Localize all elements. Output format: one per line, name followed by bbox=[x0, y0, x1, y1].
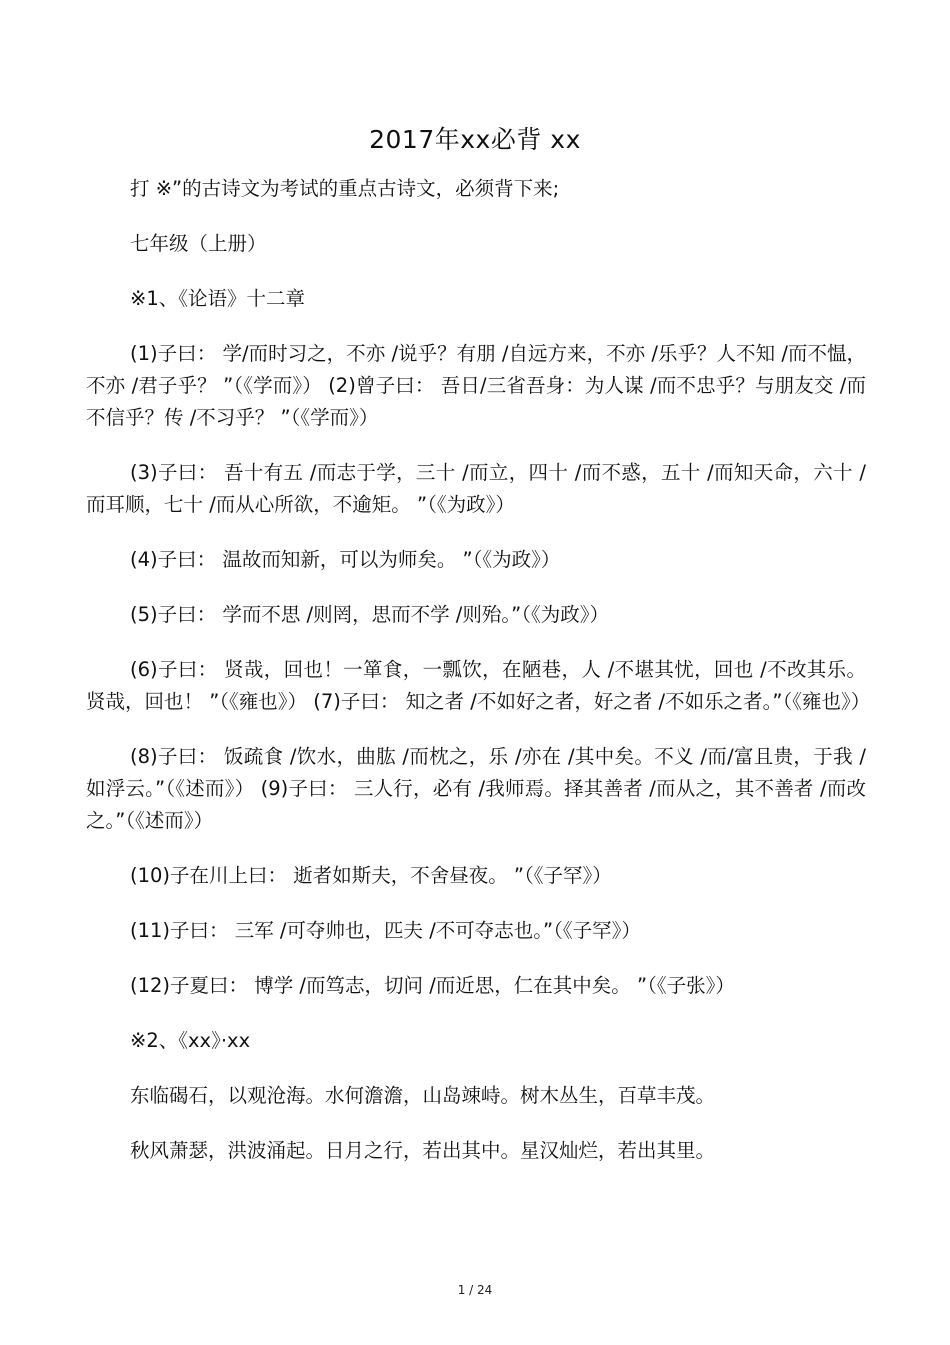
lunyu-paragraph-10: (10)子在川上曰： 逝者如斯夫，不舍昼夜。 ”（《子罕》） bbox=[130, 864, 612, 887]
lunyu-paragraph-8-9: (8)子曰： 饭疏食 /饮水，曲肱 /而枕之，乐 /亦在 /其中矣。不义 /而/富且贵，于我 /如浮云。”（《述而》） (9)子曰： 三人行，必有 /我师焉。择其善者 /而从之，其不善者 /而改之。”（《述而》） bbox=[86, 745, 866, 832]
lunyu-paragraph-11: (11)子曰： 三军 /可夺帅也，匹夫 /不可夺志也。”（《子罕》） bbox=[130, 919, 641, 942]
section-heading-poem: ※2、《xx》·xx bbox=[130, 1029, 251, 1052]
section-heading-lunyu: ※1、《论语》十二章 bbox=[130, 287, 305, 310]
poem-line-1: 东临碣石，以观沧海。水何澹澹，山岛竦峙。树木丛生，百草丰茂。 bbox=[130, 1084, 716, 1107]
document-title: 2017年xx必背 xx bbox=[369, 125, 581, 154]
lunyu-paragraph-12: (12)子夏曰： 博学 /而笃志，切问 /而近思，仁在其中矣。 ”（《子张》） bbox=[130, 974, 735, 997]
lunyu-paragraph-1-2: (1)子曰： 学/而时习之，不亦 /说乎？有朋 /自远方来，不亦 /乐乎？人不知 /而不愠，不亦 /君子乎？ ”（《学而》） (2)曾子曰： 吾日/三省吾身：为人谋 /而不忠乎？与朋友交 /而不信乎？传 /不习乎？ ”（《学而》） bbox=[86, 342, 866, 429]
poem-line-2: 秋风萧瑟，洪波涌起。日月之行，若出其中。星汉灿烂，若出其里。 bbox=[130, 1139, 716, 1162]
lunyu-paragraph-6-7: (6)子曰： 贤哉，回也！一箪食，一瓢饮，在陋巷，人 /不堪其忧，回也 /不改其乐。贤哉，回也！ ”（《雍也》） (7)子曰： 知之者 /不如好之者，好之者 /不如乐之者。”（《雍也》） bbox=[86, 658, 871, 713]
grade-heading: 七年级（上册） bbox=[130, 232, 267, 255]
lunyu-paragraph-4: (4)子曰： 温故而知新，可以为师矣。 ”（《为政》） bbox=[130, 548, 561, 571]
document-body bbox=[86, 173, 871, 1190]
page-number: 1 / 24 bbox=[457, 1283, 493, 1297]
intro-note: 打 ※”的古诗文为考试的重点古诗文，必须背下来; bbox=[130, 177, 560, 200]
lunyu-paragraph-3: (3)子曰： 吾十有五 /而志于学，三十 /而立，四十 /而不惑，五十 /而知天命，六十 /而耳顺，七十 /而从心所欲，不逾矩。 ”（《为政》） bbox=[86, 461, 866, 516]
lunyu-paragraph-5: (5)子曰： 学而不思 /则罔，思而不学 /则殆。”（《为政》） bbox=[130, 603, 609, 626]
